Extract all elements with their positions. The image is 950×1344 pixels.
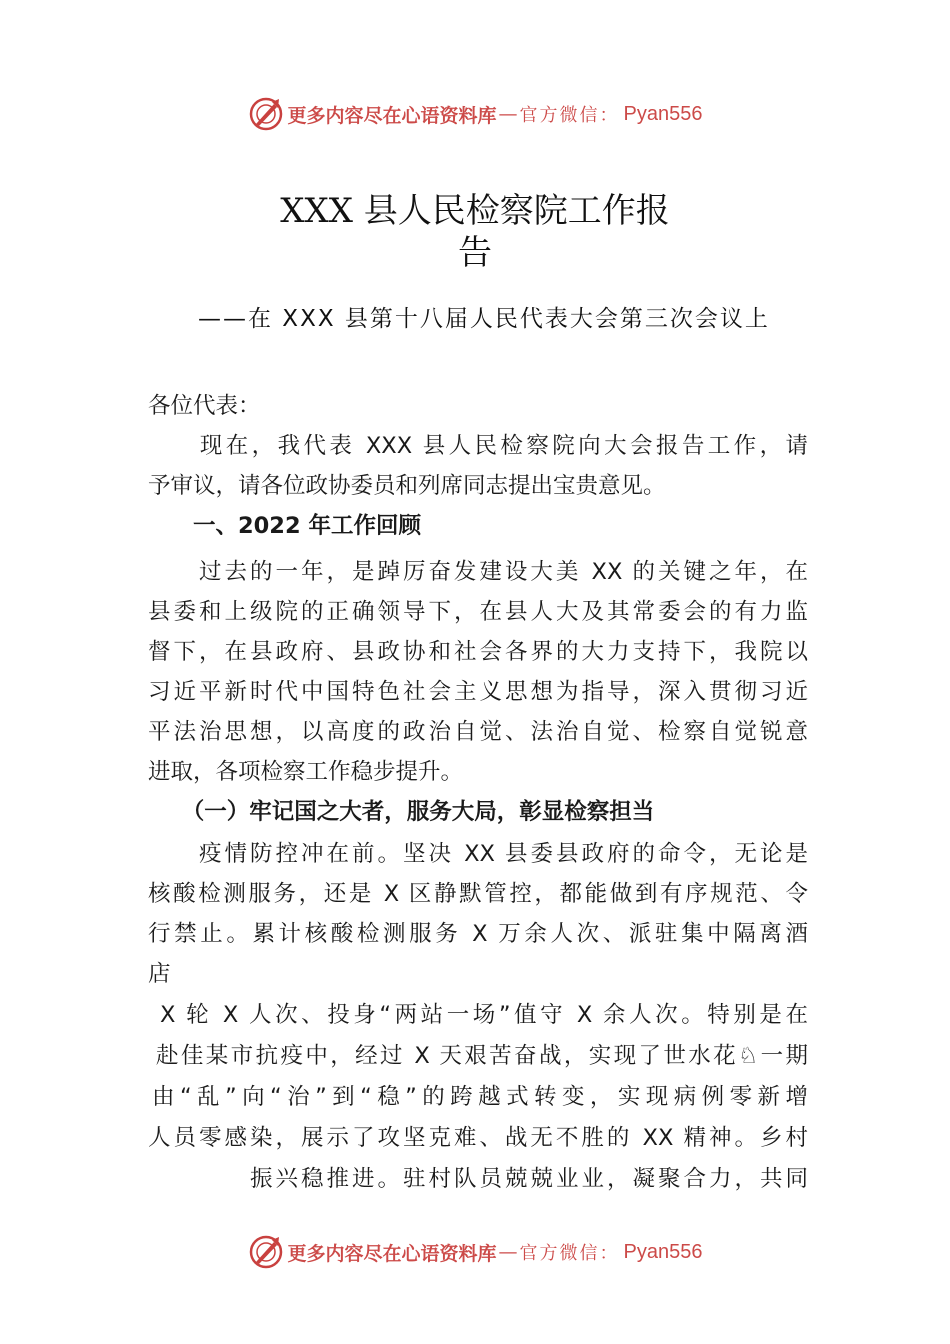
watermark-wechat-label: 官方微信：: [519, 1243, 620, 1264]
body-line: 店: [148, 961, 171, 987]
document-subtitle: ——在 XXX 县第十八届人民代表大会第三次会议上: [198, 306, 770, 332]
watermark-wechat-id: Pyan556: [623, 1240, 703, 1263]
body-line: 督下，在县政府、县政协和社会各界的大力支持下，我院以: [148, 639, 808, 665]
body-line: 平法治思想，以高度的政治自觉、法治自觉、检察自觉锐意: [148, 719, 808, 745]
body-line: 县委和上级院的正确领导下，在县人大及其常委会的有力监: [148, 599, 808, 625]
watermark-brand-text: 更多内容尽在心语资料库: [287, 104, 497, 127]
body-line: 过去的一年，是踔厉奋发建设大美 XX 的关键之年，在: [148, 559, 808, 585]
body-line: 进取，各项检察工作稳步提升。: [148, 759, 464, 785]
brand-logo-icon: [248, 1234, 284, 1270]
body-line: 振兴稳推进。驻村队员兢兢业业，凝聚合力，共同: [148, 1166, 808, 1192]
watermark-brand-text: 更多内容尽在心语资料库: [287, 1242, 497, 1265]
watermark-wechat-id: Pyan556: [623, 102, 703, 125]
watermark-separator: —: [498, 1241, 518, 1263]
body-line: X 轮 X 人次、投身“两站一场”值守 X 余人次。特别是在: [160, 1002, 808, 1028]
brand-logo-icon: [248, 96, 284, 132]
watermark-separator: —: [498, 103, 518, 125]
watermark-wechat-label: 官方微信：: [519, 105, 620, 126]
body-line: 核酸检测服务，还是 X 区静默管控，都能做到有序规范、令: [148, 881, 808, 907]
body-line: 人员零感染，展示了攻坚克难、战无不胜的 XX 精神。乡村: [148, 1125, 808, 1151]
body-line: 现在，我代表 XXX 县人民检察院向大会报告工作，请: [148, 433, 808, 459]
body-line: 行禁止。累计核酸检测服务 X 万余人次、派驻集中隔离酒: [148, 921, 808, 947]
salutation: 各位代表：: [148, 393, 261, 419]
body-line: 赴佳某市抗疫中，经过 X 天艰苦奋战，实现了世水花♘一期: [156, 1043, 808, 1069]
body-line: 习近平新时代中国特色社会主义思想为指导，深入贯彻习近: [148, 679, 808, 705]
subsection-heading: （一）牢记国之大者，服务大局，彰显检察担当: [148, 799, 655, 825]
document-title-line-2: 告: [458, 233, 492, 273]
body-line: 由“乱”向“治”到“稳”的跨越式转变，实现病例零新增: [152, 1084, 808, 1110]
watermark-header: [0, 94, 950, 134]
section-heading: 一、2022 年工作回顾: [148, 513, 421, 539]
document-title-line-1: XXX 县人民检察院工作报: [280, 191, 670, 231]
body-line: 疫情防控冲在前。坚决 XX 县委县政府的命令，无论是: [148, 841, 808, 867]
body-line: 予审议，请各位政协委员和列席同志提出宝贵意见。: [148, 473, 666, 499]
watermark-footer: [0, 1232, 950, 1272]
